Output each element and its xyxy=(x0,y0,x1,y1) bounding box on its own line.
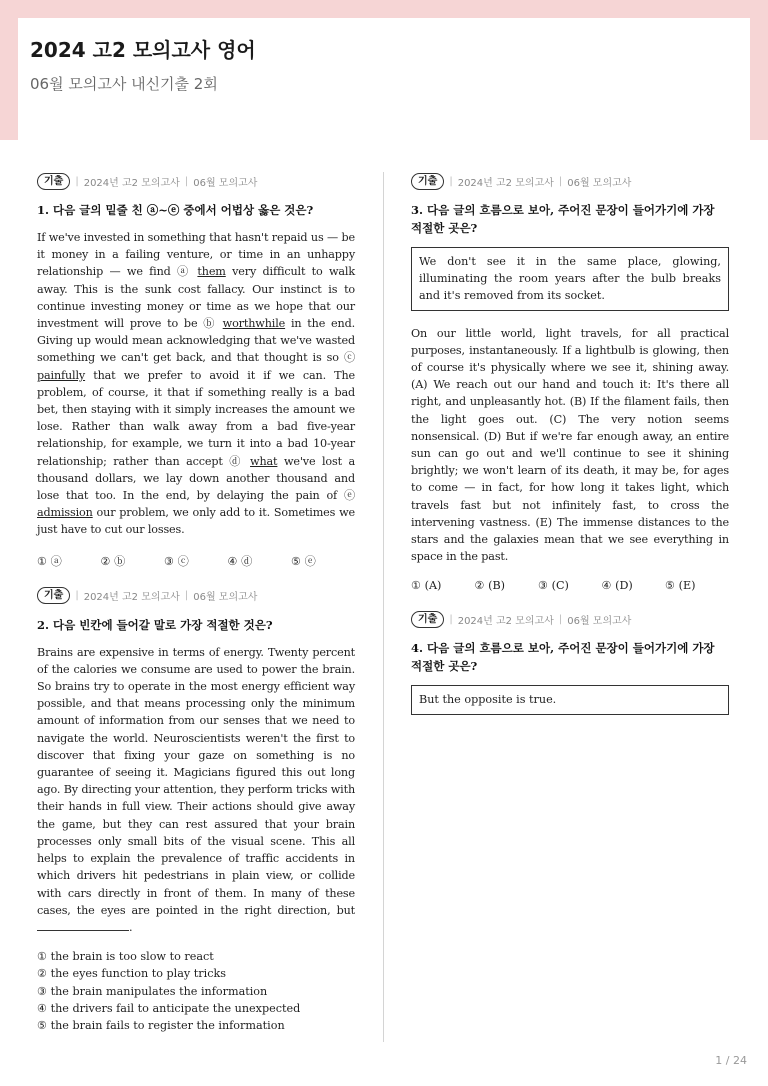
question-title: 3. 다음 글의 흐름으로 보아, 주어진 문장이 들어가기에 가장 적절한 곳은? xyxy=(411,203,715,235)
separator: | xyxy=(184,590,189,602)
answer-choices xyxy=(411,579,729,592)
underlined-e: admission xyxy=(37,506,93,520)
source-tagline xyxy=(37,587,355,605)
choice-2[interactable]: ② (B) xyxy=(474,579,506,593)
source-tagline xyxy=(37,172,355,190)
choice-5[interactable]: ⑤ ⓔ xyxy=(291,554,316,568)
question-title: 2. 다음 빈칸에 들어갈 말로 가장 적절한 것은? xyxy=(37,617,273,632)
separator: | xyxy=(75,175,79,187)
separator: | xyxy=(184,175,189,187)
underlined-d: what xyxy=(250,454,278,468)
underlined-b: worthwhile xyxy=(222,317,286,331)
question-passage: If we've invested in something that hasn't repaid us — be it money in a failing venture, or time in an unhappy relationship — we find ⓐ them very difficult to walk away. This is the sunk cost fallacy. Our instinct is to continue investing money or time as we hope that our investment will prove to be ⓑ worthwhile in the end. Giving up would mean acknowledging that we've wasted something we can't get back, and that thought is so ⓒ painfully that we prefer to avoid it if we can. The problem, of course, it that if something really is a bad bet, then staying with it simply increases the amount we lose. Rather than walk away from a bad five-year relationship, for example, we turn it into a bad 10-year relationship; rather than accept ⓓ what we've lost a thousand dollars, we lay down another thousand and lose that too. In the end, by delaying the pain of ⓔ admission our problem, we only add to it. Sometimes we just have to cut our losses. xyxy=(37,231,355,537)
question-passage: On our little world, light travels, for all practical purposes, instantaneously. If a lightbulb is glowing, then of course it's physically where we see it, shining away. (A) We reach out our hand and touch it: It's there all right, and unpleasantly hot. (B) If the filament fails, then the light goes out. (C) The very notion seems nonsensical. (D) But if we're far enough away, an entire sun can go out and we'll continue to see it shining brightly; we won't learn of its death, it may be, for ages to come — in fact, for how long it takes light, which travels fast but not infinitely fast, to cross the intervening vastness. (E) The immense distances to the stars and the galaxies mean that we see everything in space in the past. xyxy=(411,326,729,564)
question-title: 1. 다음 글의 밑줄 친 ⓐ~ⓔ 중에서 어법상 옳은 것은? xyxy=(37,203,314,217)
choice-5[interactable]: ⑤ the brain fails to register the information xyxy=(37,1018,285,1032)
source-year: 2024년 고2 모의고사 xyxy=(83,177,180,189)
exam-badge: 기출 xyxy=(411,173,444,190)
choice-1[interactable]: ① (A) xyxy=(411,579,442,593)
source-month: 06월 모의고사 xyxy=(193,592,258,604)
question-title: 4. 다음 글의 흐름으로 보아, 주어진 문장이 들어가기에 가장 적절한 곳은? xyxy=(411,641,715,674)
marker-e: ⓔ xyxy=(343,489,355,503)
document-title: 2024 고2 모의고사 영어 xyxy=(30,38,256,62)
choice-1[interactable]: ① the brain is too slow to react xyxy=(37,950,214,964)
question-2 xyxy=(37,587,355,1034)
exam-badge: 기출 xyxy=(37,587,70,604)
separator: | xyxy=(558,613,563,625)
underlined-a: them xyxy=(197,265,226,279)
left-column xyxy=(37,172,355,1034)
given-sentence-box: But the opposite is true. xyxy=(411,685,729,714)
choice-4[interactable]: ④ the drivers fail to anticipate the unexpected xyxy=(37,1001,301,1015)
source-year: 2024년 고2 모의고사 xyxy=(457,177,554,189)
choice-2[interactable]: ② ⓑ xyxy=(100,554,126,568)
column-divider xyxy=(383,172,384,1042)
question-3 xyxy=(411,172,729,592)
given-sentence-box: We don't see it in the same place, glowing, illuminating the room years after the bulb breaks and it's removed from its socket. xyxy=(411,247,729,311)
underlined-c: painfully xyxy=(37,368,86,382)
marker-b: ⓑ xyxy=(203,317,217,331)
source-month: 06월 모의고사 xyxy=(193,177,258,189)
choice-3[interactable]: ③ (C) xyxy=(538,579,569,593)
question-4 xyxy=(411,610,729,714)
separator: | xyxy=(558,175,563,187)
marker-d: ⓓ xyxy=(229,454,244,468)
exam-badge: 기출 xyxy=(411,611,444,628)
source-month: 06월 모의고사 xyxy=(567,615,632,627)
answer-blank xyxy=(37,920,129,931)
choice-4[interactable]: ④ (D) xyxy=(601,579,633,593)
marker-c: ⓒ xyxy=(343,351,355,365)
choice-3[interactable]: ③ ⓒ xyxy=(164,554,189,568)
question-passage: Brains are expensive in terms of energy. Twenty percent of the calories we consume are used to power the brain. So brains try to operate in the most energy efficient way possible, and that means processing only the minimum amount of information from our senses that we need to navigate the world. Neuroscientists weren't the first to discover that fixing your gaze on something is no guarantee of seeing it. Magicians figured this out long ago. By directing your attention, they perform tricks with their hands in full view. Their actions should give away the game, but they can rest assured that your brain processes only small bits of the visual scene. This all helps to explain the prevalence of traffic accidents in which drivers hit pedestrians in plain view, or collide with cars directly in front of them. In many of these cases, the eyes are pointed in the right direction, but . xyxy=(37,645,355,934)
answer-choices xyxy=(37,948,355,1034)
separator: | xyxy=(449,613,453,625)
choice-5[interactable]: ⑤ (E) xyxy=(665,579,696,593)
choice-1[interactable]: ① ⓐ xyxy=(37,554,62,568)
answer-choices xyxy=(37,553,355,569)
marker-a: ⓐ xyxy=(177,265,192,279)
exam-badge: 기출 xyxy=(37,173,70,190)
source-tagline xyxy=(411,172,729,190)
choice-2[interactable]: ② the eyes function to play tricks xyxy=(37,967,226,981)
page-number: 1 / 24 xyxy=(715,1054,747,1067)
document-subtitle: 06월 모의고사 내신기출 2회 xyxy=(30,75,218,93)
right-column xyxy=(411,172,729,729)
question-1 xyxy=(37,172,355,569)
choice-3[interactable]: ③ the brain manipulates the information xyxy=(37,984,268,998)
choice-4[interactable]: ④ ⓓ xyxy=(227,554,253,568)
source-year: 2024년 고2 모의고사 xyxy=(83,592,180,604)
separator: | xyxy=(75,590,79,602)
separator: | xyxy=(449,175,453,187)
source-year: 2024년 고2 모의고사 xyxy=(457,615,554,627)
source-month: 06월 모의고사 xyxy=(567,177,632,189)
source-tagline xyxy=(411,610,729,628)
